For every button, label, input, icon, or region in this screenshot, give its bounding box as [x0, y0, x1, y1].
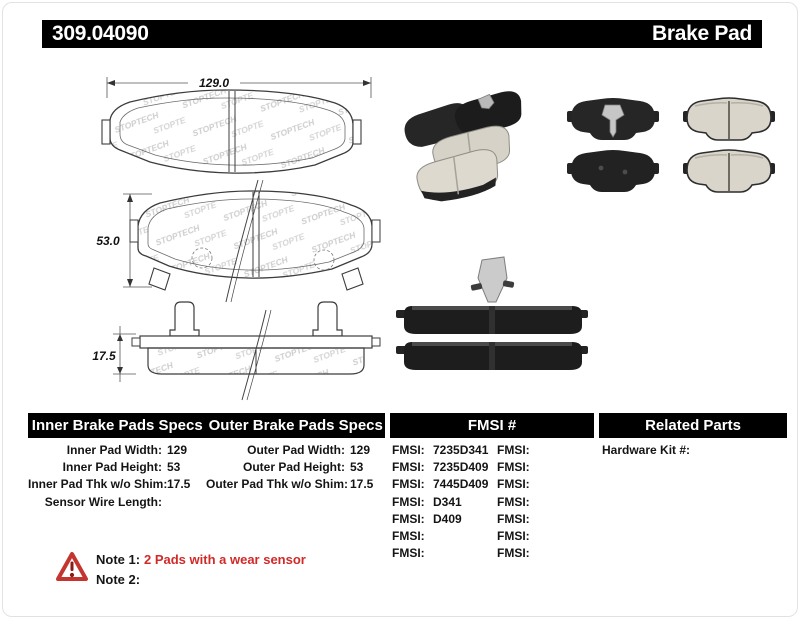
thickness-dimension [113, 326, 136, 382]
pad-front-view-2 [130, 180, 380, 302]
fmsi-label: FMSI: [497, 460, 530, 475]
product-name: Brake Pad [651, 22, 752, 45]
related-parts-list [602, 442, 695, 459]
fmsi-label: FMSI: [392, 528, 425, 543]
title-bar [42, 20, 762, 48]
fmsi-list-2 [497, 442, 538, 562]
fmsi-value: 7235D341 [433, 443, 489, 457]
ceramic-pad [683, 98, 775, 140]
spec-value: 129 [350, 443, 371, 457]
outer-specs-list [206, 442, 373, 494]
spec-value: 53 [167, 460, 181, 475]
backplate-plain [567, 150, 659, 192]
spec-label: Outer Pad Height: [242, 460, 345, 475]
spec-label: Outer Pad Thk w/o Shim: [206, 477, 349, 492]
fmsi-label: FMSI: [392, 460, 425, 475]
hardware-kit-row [602, 442, 695, 459]
fmsi-row [392, 476, 488, 493]
fmsi-row [392, 528, 488, 545]
note-1 [96, 550, 306, 570]
inner-specs-header: Inner Brake Pads Specs [31, 417, 203, 434]
fmsi-row [497, 476, 538, 493]
spec-label: Inner Pad Width: [66, 443, 162, 457]
fmsi-row [497, 442, 538, 459]
note-1-text: 2 Pads with a wear sensor [144, 552, 306, 567]
spec-label: Sensor Wire Length: [44, 494, 162, 509]
fmsi-row [497, 545, 538, 562]
height-dim-label: 53.0 [96, 234, 120, 248]
fmsi-row [392, 494, 488, 511]
fmsi-value: 7445D409 [433, 477, 489, 492]
fmsi-label: FMSI: [497, 443, 530, 457]
fmsi-row [497, 459, 538, 476]
fmsi-label: FMSI: [497, 546, 530, 561]
fmsi-label: FMSI: [497, 494, 530, 509]
spec-label: Outer Pad Width: [247, 443, 345, 457]
note-2 [96, 570, 306, 590]
fmsi-row [497, 511, 538, 528]
outer-pad-height-row [206, 459, 373, 476]
outer-specs-header: Outer Brake Pads Specs [208, 417, 383, 434]
fmsi-row [392, 442, 488, 459]
width-dim-label: 129.0 [198, 76, 230, 90]
ceramic-pad-2 [683, 150, 775, 192]
fmsi-value: D341 [433, 494, 462, 509]
outer-pad-thickness-row [206, 476, 373, 493]
fmsi-label: FMSI: [392, 477, 425, 492]
fmsi-label: FMSI: [497, 511, 530, 526]
part-number: 309.04090 [52, 22, 149, 45]
fmsi-row [392, 511, 488, 528]
related-label: Hardware Kit #: [602, 443, 691, 457]
related-parts-header: Related Parts [599, 413, 787, 438]
spec-label: Inner Pad Height: [62, 460, 162, 475]
spec-label: Inner Pad Thk w/o Shim: [28, 477, 168, 492]
pad-edge-view [132, 302, 380, 400]
sensor-wire-length-row [28, 494, 190, 511]
specs-header-bar [28, 413, 385, 438]
outer-pad-width-row [206, 442, 373, 459]
fmsi-row [497, 494, 538, 511]
fmsi-value: 7235D409 [433, 460, 489, 475]
pads-perspective-stack-photo [398, 85, 548, 205]
edge-pad-2 [396, 342, 588, 370]
inner-pad-width-row [28, 442, 190, 459]
fmsi-label: FMSI: [392, 494, 425, 509]
fmsi-row [392, 545, 488, 562]
fmsi-label: FMSI: [497, 528, 530, 543]
spec-value: 17.5 [350, 477, 374, 492]
fmsi-header: FMSI # [390, 413, 594, 438]
fmsi-label: FMSI: [392, 511, 425, 526]
fmsi-label: FMSI: [497, 477, 530, 492]
notes-section [96, 550, 306, 589]
inner-pad-thickness-row [28, 476, 190, 493]
pads-front-back-grid-photo [565, 88, 783, 196]
edge-pad-1 [396, 306, 588, 334]
pad-front-view [102, 90, 361, 173]
fmsi-label: FMSI: [392, 546, 425, 561]
technical-drawing [90, 68, 392, 406]
thickness-dim-label: 17.5 [92, 349, 116, 363]
fmsi-row [392, 459, 488, 476]
spec-value: 17.5 [167, 477, 191, 492]
spec-value: 53 [350, 460, 364, 475]
fmsi-row [497, 528, 538, 545]
backplate-with-sensor [567, 98, 659, 140]
inner-specs-list [28, 442, 190, 511]
warning-triangle-icon [55, 551, 89, 583]
fmsi-value: D409 [433, 511, 462, 526]
fmsi-list-1 [392, 442, 488, 562]
spec-value: 129 [167, 443, 188, 457]
note-2-label: Note 2: [96, 571, 141, 587]
note-1-label: Note 1: [96, 552, 141, 567]
inner-pad-height-row [28, 459, 190, 476]
fmsi-label: FMSI: [392, 443, 425, 457]
pads-edge-stack-with-sensor-photo [392, 248, 592, 380]
